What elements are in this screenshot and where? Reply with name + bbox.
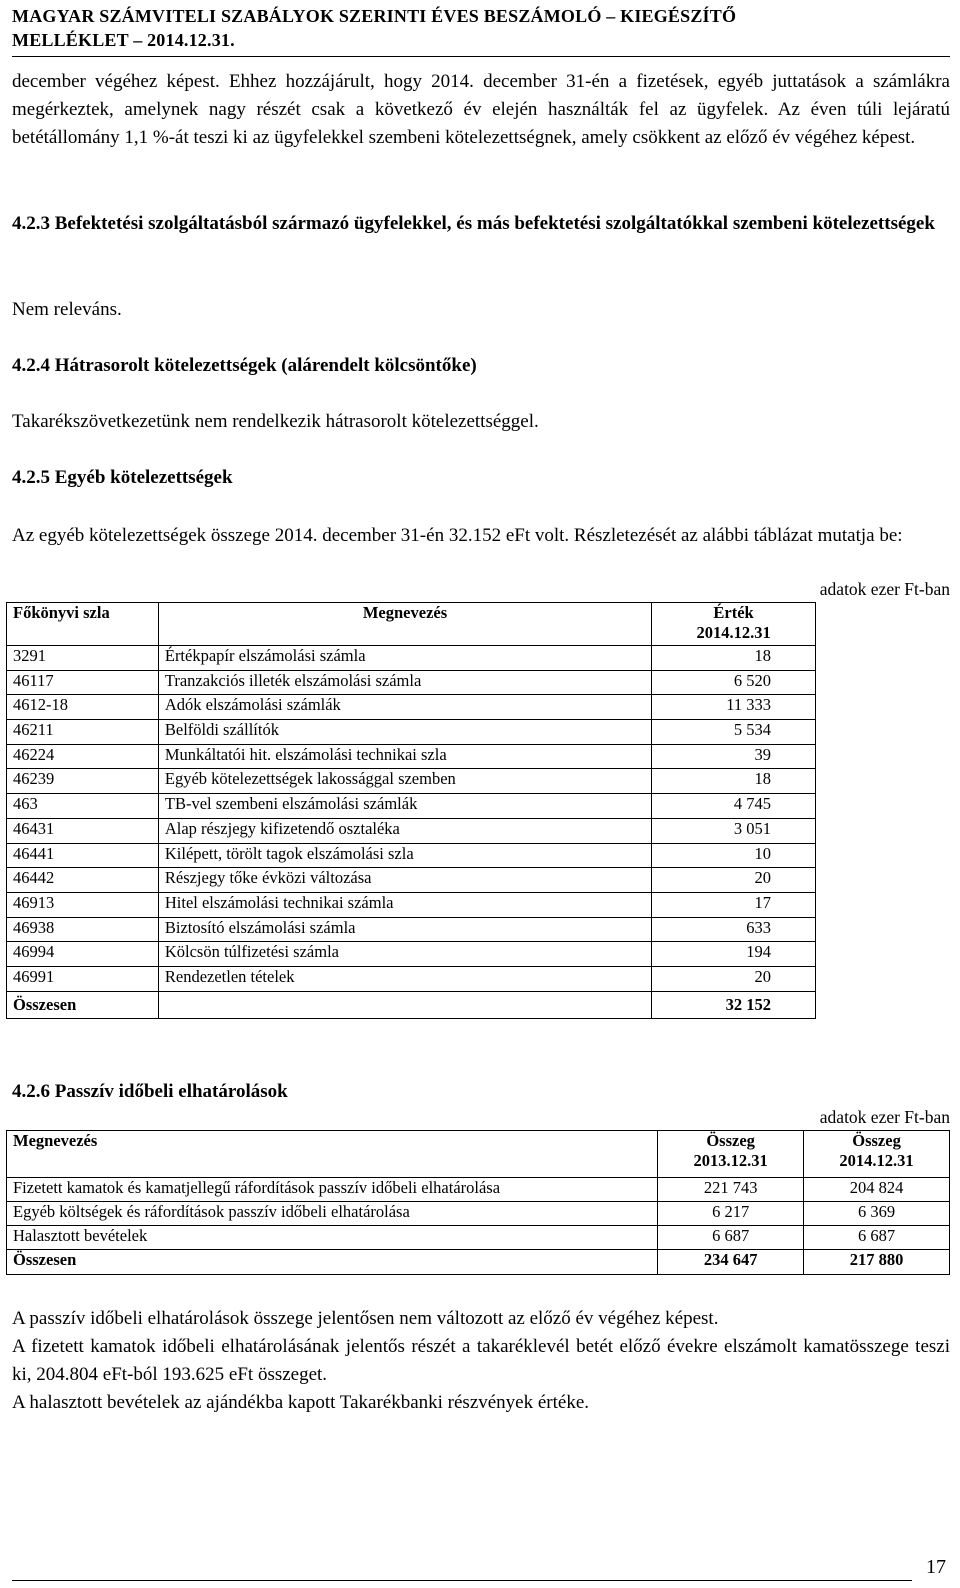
document-header [12,4,952,52]
name-cell: Kilépett, törölt tagok elszámolási szla [158,843,651,868]
value-cell: 6 520 [652,670,816,695]
account-cell: 46239 [7,769,159,794]
account-cell: 46431 [7,818,159,843]
name-cell: TB-vel szembeni elszámolási számlák [158,794,651,819]
value-cell: 633 [652,917,816,942]
account-cell: 46442 [7,868,159,893]
section-4-2-4-text: Takarékszövetkezetünk nem rendelkezik hátrasorolt kötelezettséggel. [12,411,539,432]
total-2014: 217 880 [804,1250,950,1275]
closing-paragraphs [12,1305,950,1417]
col-header-2013 [658,1131,804,1178]
account-cell: 46913 [7,892,159,917]
table-row [7,1226,950,1250]
name-cell: Munkáltatói hit. elszámolási technikai szla [158,744,651,769]
account-cell: 46441 [7,843,159,868]
name-cell: Halasztott bevételek [7,1226,658,1250]
col-header-2013-line1: Összeg [706,1131,755,1150]
unit-note-4-2-5: adatok ezer Ft-ban [819,579,950,599]
other-liabilities-table [6,602,816,1019]
name-cell: Egyéb költségek és ráfordítások passzív időbeli elhatárolása [7,1202,658,1226]
total-label: Összesen [7,1250,658,1275]
value-cell: 3 051 [652,818,816,843]
closing-line-2: A fizetett kamatok időbeli elhatárolásának jelentős részét a takaréklevél betét előző évekre elszámolt kamatösszege teszi ki, 204.804 eFt-ból 193.625 eFt összeget. [12,1336,950,1385]
account-cell: 46938 [7,917,159,942]
table-row [7,695,816,720]
name-cell: Részjegy tőke évközi változása [158,868,651,893]
table-row [7,917,816,942]
header-divider [12,56,950,57]
value-cell: 4 745 [652,794,816,819]
total-value: 32 152 [652,991,816,1018]
col-header-value-line2: 2014.12.31 [696,623,771,642]
value-cell: 194 [652,942,816,967]
account-cell: 46994 [7,942,159,967]
name-cell: Kölcsön túlfizetési számla [158,942,651,967]
name-cell: Rendezetlen tételek [158,966,651,991]
value-2013-cell: 6 217 [658,1202,804,1226]
value-cell: 39 [652,744,816,769]
header-line-2: MELLÉKLET – 2014.12.31. [12,30,235,50]
account-cell: 46224 [7,744,159,769]
col-header-2013-line2: 2013.12.31 [693,1151,768,1170]
table-row [7,892,816,917]
account-cell: 4612-18 [7,695,159,720]
value-2013-cell: 221 743 [658,1178,804,1202]
account-cell: 46991 [7,966,159,991]
table-row [7,942,816,967]
account-cell: 46117 [7,670,159,695]
account-cell: 3291 [7,646,159,671]
total-label: Összesen [7,991,159,1018]
account-cell: 46211 [7,720,159,745]
section-4-2-5-title: 4.2.5 Egyéb kötelezettségek [12,467,233,488]
total-2013: 234 647 [658,1250,804,1275]
section-4-2-5-text: Az egyéb kötelezettségek összege 2014. december 31-én 32.152 eFt volt. Részletezését az alábbi táblázat mutatja be: [12,525,903,546]
table-header-row [7,1131,950,1178]
col-header-account: Főkönyvi szla [7,603,159,646]
name-cell: Egyéb kötelezettségek lakossággal szemben [158,769,651,794]
name-cell: Fizetett kamatok és kamatjellegű ráfordítások passzív időbeli elhatárolása [7,1178,658,1202]
account-cell: 463 [7,794,159,819]
value-2014-cell: 6 369 [804,1202,950,1226]
table-row [7,966,816,991]
unit-note-4-2-6: adatok ezer Ft-ban [819,1107,950,1127]
table-total-row [7,1250,950,1275]
name-cell: Biztosító elszámolási számla [158,917,651,942]
table-header-row [7,603,816,646]
name-cell: Belföldi szállítók [158,720,651,745]
table-row [7,670,816,695]
col-header-2014-line2: 2014.12.31 [839,1151,914,1170]
value-2014-cell: 204 824 [804,1178,950,1202]
name-cell: Értékpapír elszámolási számla [158,646,651,671]
col-header-name: Megnevezés [158,603,651,646]
col-header-2014-line1: Összeg [852,1131,901,1150]
value-cell: 18 [652,646,816,671]
table-total-row [7,991,816,1018]
page-number: 17 [926,1556,946,1578]
value-cell: 10 [652,843,816,868]
col-header-name: Megnevezés [7,1131,658,1178]
closing-line-3: A halasztott bevételek az ajándékba kapott Takarékbanki részvények értéke. [12,1392,590,1413]
value-cell: 11 333 [652,695,816,720]
section-4-2-3-text: Nem releváns. [12,299,122,320]
value-2013-cell: 6 687 [658,1226,804,1250]
table-row [7,794,816,819]
footer-divider [12,1580,912,1581]
name-cell: Alap részjegy kifizetendő osztaléka [158,818,651,843]
value-cell: 20 [652,868,816,893]
total-empty-cell [158,991,651,1018]
name-cell: Adók elszámolási számlák [158,695,651,720]
value-cell: 20 [652,966,816,991]
table-row [7,818,816,843]
closing-line-1: A passzív időbeli elhatárolások összege jelentősen nem változott az előző év végéhez képest. [12,1308,719,1329]
intro-paragraph: december végéhez képest. Ehhez hozzájárult, hogy 2014. december 31-én a fizetések, egyéb juttatások a számlákra megérkeztek, amelynek nagy részét csak a következő év elején használták fel az ügyfelek. Az éven túli lejáratú betétállomány 1,1 %-át teszi ki az ügyfelekkel szembeni kötelezettségnek, amely csökkent az előző év végéhez képest. [12,71,950,148]
col-header-value-line1: Érték [713,603,754,622]
table-row [7,769,816,794]
value-2014-cell: 6 687 [804,1226,950,1250]
name-cell: Tranzakciós illeték elszámolási számla [158,670,651,695]
col-header-2014 [804,1131,950,1178]
table-row [7,744,816,769]
table-row [7,843,816,868]
section-4-2-6-title: 4.2.6 Passzív időbeli elhatárolások [12,1081,288,1102]
table-row [7,720,816,745]
value-cell: 17 [652,892,816,917]
section-4-2-4-title: 4.2.4 Hátrasorolt kötelezettségek (alárendelt kölcsöntőke) [12,355,477,376]
name-cell: Hitel elszámolási technikai számla [158,892,651,917]
section-4-2-3-title: 4.2.3 Befektetési szolgáltatásból származó ügyfelekkel, és más befektetési szolgáltatókkal szembeni kötelezettségek [12,213,935,234]
table-row [7,646,816,671]
table-row [7,868,816,893]
value-cell: 5 534 [652,720,816,745]
table-row [7,1202,950,1226]
header-line-1: MAGYAR SZÁMVITELI SZABÁLYOK SZERINTI ÉVES BESZÁMOLÓ – KIEGÉSZÍTŐ [12,6,737,26]
table-row [7,1178,950,1202]
deferred-income-table [6,1130,950,1275]
col-header-value [652,603,816,646]
value-cell: 18 [652,769,816,794]
